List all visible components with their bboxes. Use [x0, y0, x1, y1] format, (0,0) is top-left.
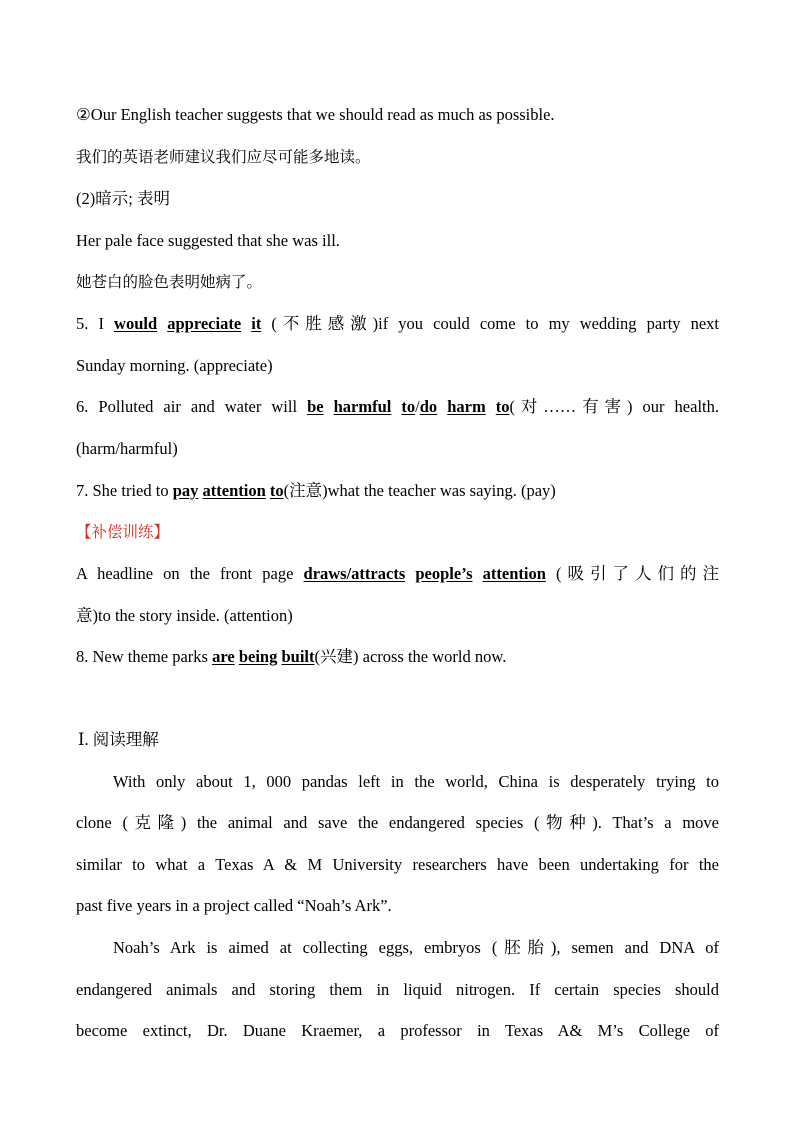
question-7: 7. She tried to pay attention to(注意)what the teacher was saying. (pay)	[76, 481, 556, 500]
answer-word: draws/attracts	[303, 564, 406, 583]
answer-word: to	[495, 397, 510, 416]
answer-word: attention	[482, 564, 546, 583]
answer-word: harmful	[333, 397, 392, 416]
compensation-sentence-cont: 意)to the story inside. (attention)	[76, 606, 293, 625]
passage-line: clone (克隆) the animal and save the endangered species (物种). That’s a move	[76, 813, 719, 832]
question-8: 8. New theme parks are being built(兴建) across the world now.	[76, 647, 507, 666]
example-sentence-cn-2: 她苍白的脸色表明她病了。	[76, 273, 263, 291]
example-sentence-en: ②Our English teacher suggests that we should read as much as possible.	[76, 105, 555, 124]
compensation-sentence: A headline on the front page draws/attracts people’s attention (吸引了人们的注	[76, 564, 719, 583]
answer-word: being	[238, 647, 278, 666]
passage-line: endangered animals and storing them in liquid nitrogen. If certain species should	[76, 980, 719, 999]
example-sentence-cn: 我们的英语老师建议我们应尽可能多地读。	[76, 148, 371, 166]
answer-word: it	[251, 314, 262, 333]
answer-word: built	[281, 647, 315, 666]
answer-word: do	[419, 397, 438, 416]
passage-line: similar to what a Texas A & M University researchers have been undertaking for the	[76, 855, 719, 874]
question-6: 6. Polluted air and water will be harmful to/do harm to(对……有害) our health.	[76, 397, 719, 416]
question-6-cont: (harm/harmful)	[76, 439, 178, 458]
compensation-training-heading: 【补偿训练】	[76, 523, 170, 541]
meaning-heading: (2)暗示; 表明	[76, 189, 170, 208]
question-5-cont: Sunday morning. (appreciate)	[76, 356, 273, 375]
answer-word: would	[114, 314, 158, 333]
answer-word: people’s	[415, 564, 473, 583]
answer-word: to	[401, 397, 416, 416]
passage-line: past five years in a project called “Noah’s Ark”.	[76, 896, 392, 915]
section-heading-reading: Ⅰ. 阅读理解	[78, 730, 159, 749]
passage-line: With only about 1, 000 pandas left in the world, China is desperately trying to	[113, 772, 719, 791]
example-sentence-en-2: Her pale face suggested that she was ill.	[76, 231, 340, 250]
answer-word: attention	[202, 481, 266, 500]
answer-word: are	[212, 647, 235, 666]
answer-word: be	[307, 397, 324, 416]
passage-line: become extinct, Dr. Duane Kraemer, a professor in Texas A& M’s College of	[76, 1021, 719, 1040]
passage-line: Noah’s Ark is aimed at collecting eggs, embryos (胚胎), semen and DNA of	[113, 938, 719, 957]
answer-word: appreciate	[167, 314, 242, 333]
answer-word: harm	[447, 397, 486, 416]
question-5: 5. I would appreciate it (不胜感激)if you could come to my wedding party next	[76, 314, 720, 333]
answer-word: to	[269, 481, 284, 500]
answer-word: pay	[172, 481, 199, 500]
